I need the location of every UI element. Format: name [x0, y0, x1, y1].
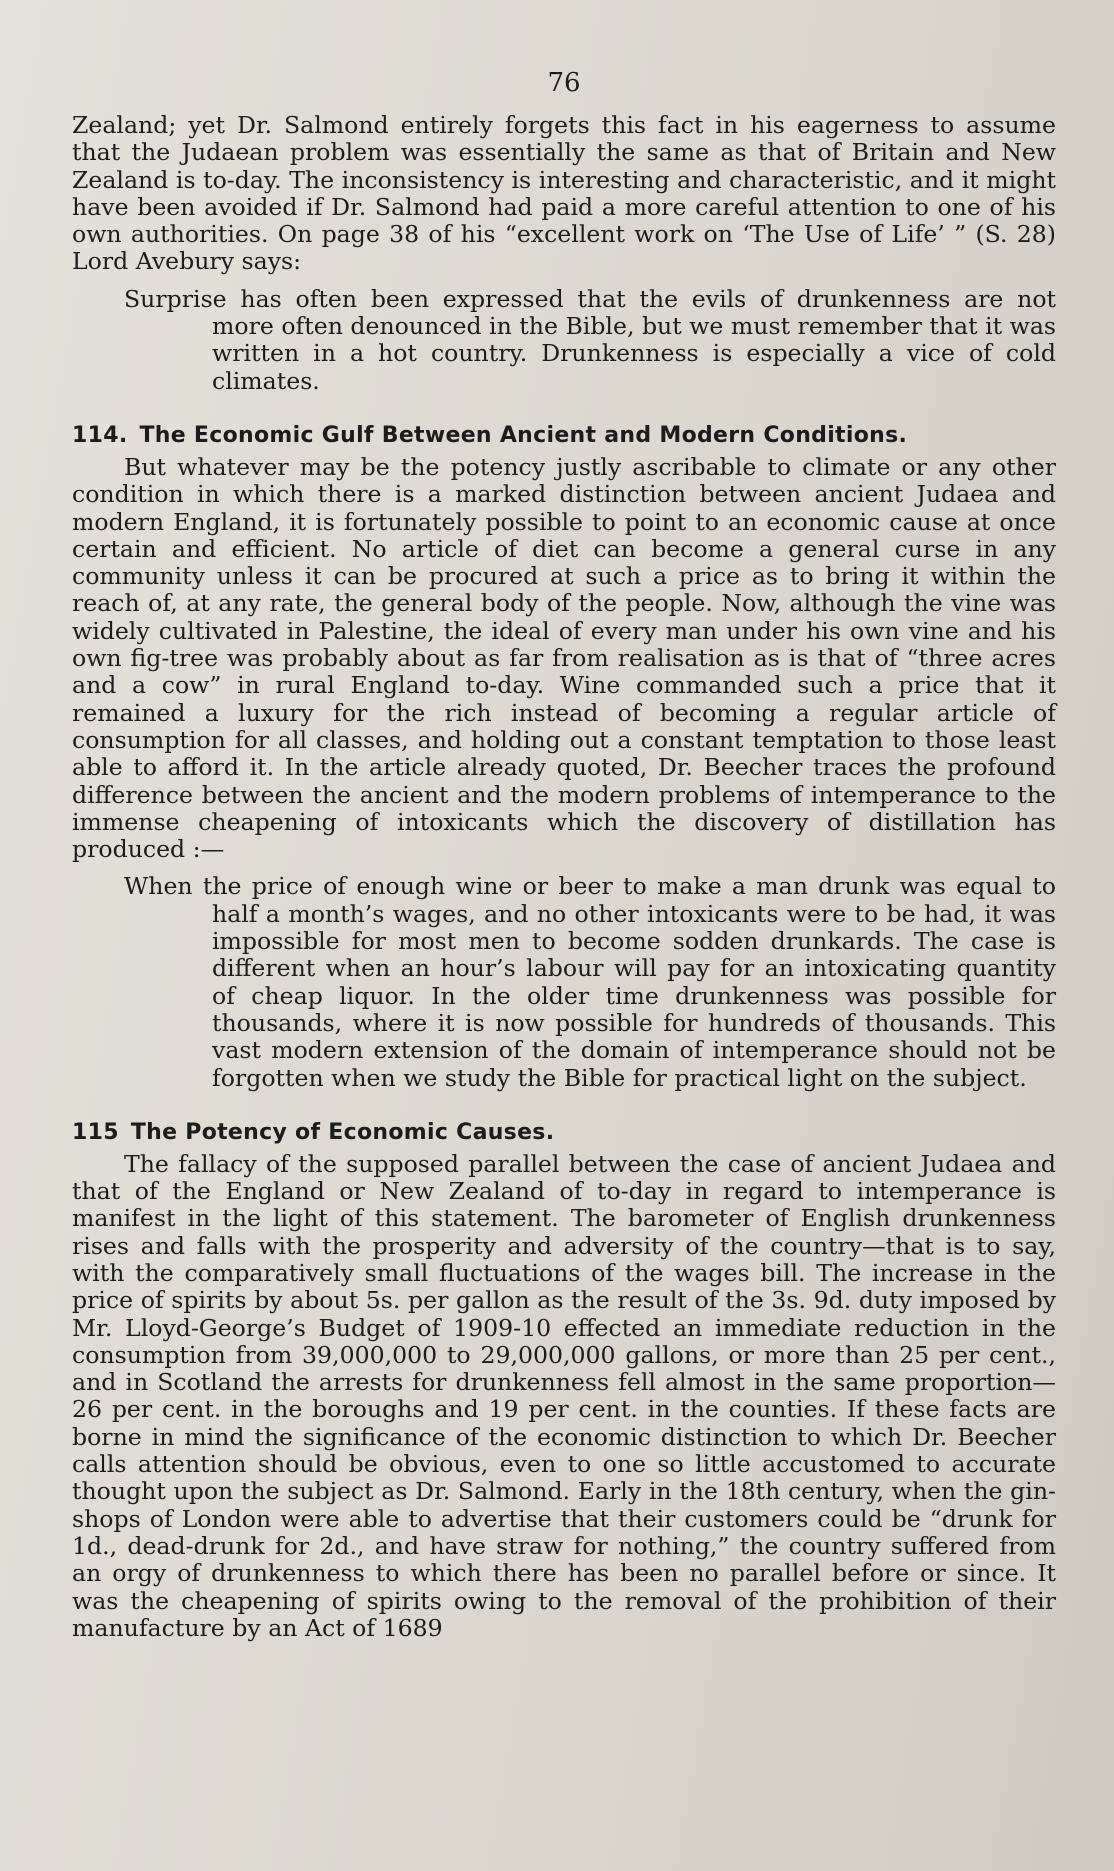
section-number-114: 114.	[72, 422, 128, 448]
quote-beecher: When the price of enough wine or beer to make a man drunk was equal to half a month’s wages, and no other intoxicants were to be had, it was impossible for most men to become sodden drunkards. The case is different when an hour’s labour will pay for an intoxicating quantity of cheap liquor. In the older time drunkenness was possible for thousands, where it is now possible for hundreds of thousands. This vast modern extension of the domain of intemperance should not be forgotten when we study the Bible for practical light on the subject.	[124, 872, 1056, 1092]
paragraph-economic-gulf: But whatever may be the potency justly ascribable to climate or any other condition in which there is a marked distinction between ancient Judaea and modern England, it is fortunately possible to point to an economic cause at once certain and efficient. No article of diet can become a general curse in any community unless it can be procured at such a price as to bring it within the reach of, at any rate, the general body of the people. Now, although the vine was widely cultivated in Palestine, the ideal of every man under his own vine and his own fig-tree was probably about as far from realisation as is that of “three acres and a cow” in rural England to-day. Wine commanded such a price that it remained a luxury for the rich instead of becoming a regular article of consumption for all classes, and holding out a constant temptation to those least able to afford it. In the article already quoted, Dr. Beecher traces the profound difference between the ancient and the modern problems of intemperance to the immense cheapening of intoxicants which the discovery of distillation has produced :—	[72, 452, 1056, 864]
page-number: 76	[547, 68, 581, 98]
quote-avebury: Surprise has often been expressed that the evils of drunkenness are not more often denounced in the Bible, but we must remember that it was written in a hot country. Drunkenness is especially a vice of cold climates.	[124, 284, 1056, 395]
section-title-115: The Potency of Economic Causes.	[130, 1119, 555, 1145]
section-number-115: 115	[72, 1119, 119, 1145]
paragraph-continuation: Zealand; yet Dr. Salmond entirely forgets this fact in his eagerness to assume that the Judaean problem was essentially the same as that of Britain and New Zealand is to-day. The inconsistency is interesting and characteristic, and it might have been avoided if Dr. Salmond had paid a more careful attention to one of his own authorities. On page 38 of his “excellent work on ‘The Use of Life’ ” (S. 28) Lord Avebury says:	[72, 111, 1056, 276]
paragraph-economic-causes: The fallacy of the supposed parallel between the case of ancient Judaea and that of the England or New Zealand of to-day in regard to intemperance is manifest in the light of this statement. The barometer of English drunkenness rises and falls with the prosperity and adversity of the country—that is to say, with the comparatively small fluctuations of the wages bill. The increase in the price of spirits by about 5s. per gallon as the result of the 3s. 9d. duty imposed by Mr. Lloyd-George’s Budget of 1909-10 effected an immediate reduction in the consumption from 39,000,000 to 29,000,000 gallons, or more than 25 per cent., and in Scotland the arrests for drunkenness fell almost in the same proportion—26 per cent. in the boroughs and 19 per cent. in the counties. If these facts are borne in mind the significance of the economic distinction to which Dr. Beecher calls attention should be obvious, even to one so little accustomed to accurate thought upon the subject as Dr. Salmond. Early in the 18th century, when the gin-shops of London were able to advertise that their customers could be “drunk for 1d., dead-drunk for 2d., and have straw for nothing,” the country suffered from an orgy of drunkenness to which there has been no parallel before or since. It was the cheapening of spirits owing to the removal of the prohibition of their manufacture by an Act of 1689	[72, 1149, 1056, 1642]
section-heading-114	[72, 423, 1056, 448]
section-title-114: The Economic Gulf Between Ancient and Modern Conditions.	[139, 422, 908, 448]
section-heading-115	[72, 1120, 1056, 1145]
